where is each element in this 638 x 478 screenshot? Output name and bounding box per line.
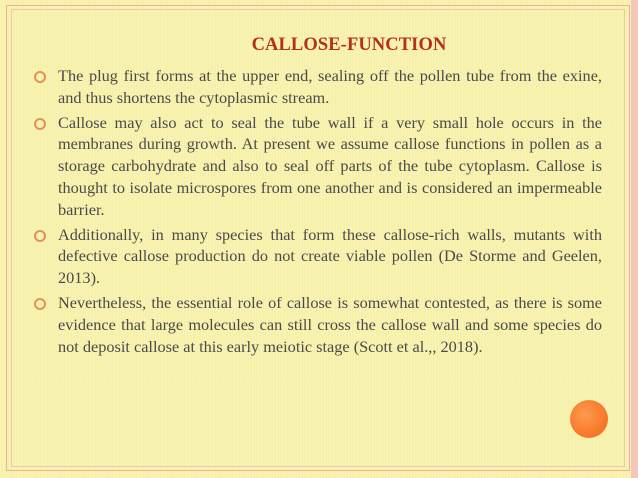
bullet-text: Additionally, in many species that form these callose-rich walls, mutants with defective callose production do not create viable pollen (De Storme and Geelen, 2013). <box>58 224 602 288</box>
ring-bullet-icon <box>34 298 46 310</box>
bullet-item <box>32 292 602 357</box>
ring-bullet-icon <box>34 230 46 242</box>
orange-circle-decoration <box>570 400 608 438</box>
bullet-text: Callose may also act to seal the tube wall if a very small hole occurs in the membranes during growth. At present we assume callose functions in pollen as a storage carbohydrate and also to seal off parts of the tube cytoplasm. Callose is thought to isolate microspores from one another and is considered an impermeable barrier. <box>58 112 602 219</box>
slide-title: CALLOSE-FUNCTION <box>251 35 447 55</box>
bullet-item <box>32 112 602 221</box>
bullet-item <box>32 224 602 289</box>
bullet-text: Nevertheless, the essential role of callose is somewhat contested, as there is some evidence that large molecules can still cross the callose wall and some species do not deposit callose at this early meiotic stage (Scott et al.,, 2018). <box>58 292 602 356</box>
right-edge-stripe <box>631 0 638 478</box>
ring-bullet-icon <box>34 71 46 83</box>
bullet-text: The plug first forms at the upper end, sealing off the pollen tube from the exine, and thus shortens the cytoplasmic stream. <box>58 66 602 107</box>
bullet-list <box>32 65 602 360</box>
bullet-item <box>32 65 602 109</box>
ring-bullet-icon <box>34 118 46 130</box>
